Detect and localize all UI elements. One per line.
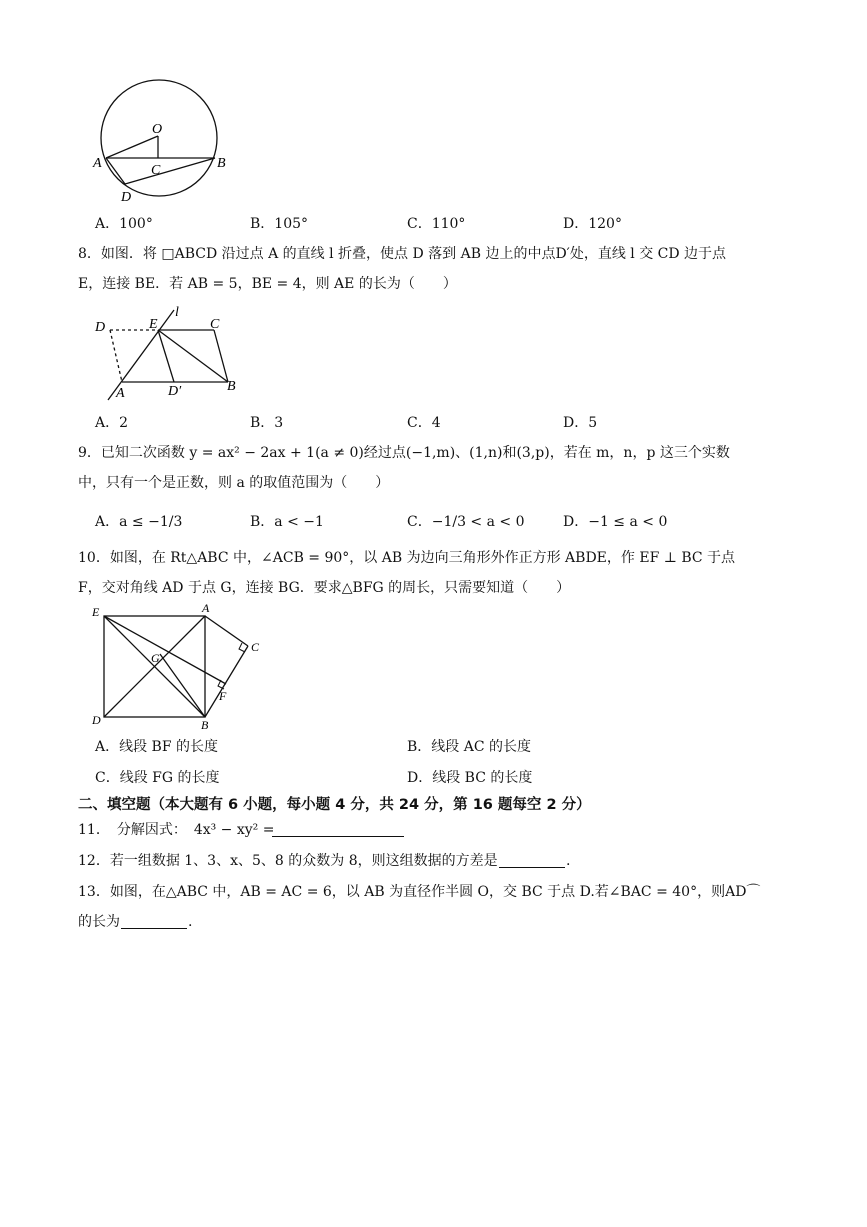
q8-option-c: C．4 [407, 415, 441, 431]
label-d: D [92, 713, 101, 727]
label-e: E [92, 605, 100, 619]
q11-answer-blank[interactable] [272, 822, 404, 837]
square-figure [88, 600, 268, 732]
q9-option-d: D．−1 ≤ a < 0 [563, 514, 668, 530]
q8-line2: E，连接 BE．若 AB = 5，BE = 4，则 AE 的长为（ ） [78, 276, 457, 292]
q7-option-a: A．100° [95, 216, 153, 232]
q9-option-a: A．a ≤ −1/3 [95, 514, 183, 530]
q12-text: 12．若一组数据 1、3、x、5、8 的众数为 8，则这组数据的方差是 [78, 853, 498, 869]
q11-text: 11． 分解因式： 4x³ − xy² = [78, 822, 275, 838]
q8-line1: 8．如图．将 □ABCD 沿过点 A 的直线 l 折叠，使点 D 落到 AB 边上的中点D′处，直线 l 交 CD 边于点 [78, 246, 727, 262]
q10-option-b: B．线段 AC 的长度 [407, 739, 532, 755]
q7-option-b: B．105° [250, 216, 309, 232]
q7-option-c: C．110° [407, 216, 466, 232]
label-d: D [121, 190, 132, 205]
q8-option-d: D．5 [563, 415, 598, 431]
fold-figure [90, 302, 250, 402]
q12-end: . [566, 853, 571, 869]
label-b: B [227, 379, 236, 394]
label-d-prime: D′ [168, 384, 182, 399]
q10-line1: 10．如图，在 Rt△ABC 中，∠ACB = 90°，以 AB 为边向三角形外作正方形 ABDE，作 EF ⊥ BC 于点 [78, 550, 736, 566]
q9-line2: 中，只有一个是正数，则 a 的取值范围为（ ） [78, 475, 390, 491]
label-d: D [95, 320, 106, 335]
label-c: C [210, 317, 220, 332]
q8-option-b: B．3 [250, 415, 284, 431]
q13-answer-blank[interactable] [121, 914, 187, 929]
label-a: A [116, 386, 125, 401]
label-a: A [202, 601, 210, 615]
q12-answer-blank[interactable] [499, 853, 565, 868]
q13-line1: 13．如图，在△ABC 中，AB = AC = 6，以 AB 为直径作半圆 O，交 BC 于点 D.若∠BAC = 40°，则AD⌒ [78, 884, 761, 900]
label-c: C [251, 640, 260, 654]
label-o: O [152, 122, 163, 137]
circle-figure [85, 70, 245, 205]
q13-end: . [188, 914, 193, 930]
q10-line2: F，交对角线 AD 于点 G，连接 BG．要求△BFG 的周长，只需要知道（ ） [78, 580, 571, 596]
label-g: G [151, 651, 160, 665]
label-b: B [201, 718, 209, 732]
q8-option-a: A．2 [95, 415, 129, 431]
label-c: C [151, 163, 161, 178]
label-l: l [175, 305, 179, 320]
q10-option-c: C．线段 FG 的长度 [95, 770, 220, 786]
label-a: A [93, 156, 102, 171]
q10-option-a: A．线段 BF 的长度 [95, 739, 219, 755]
q10-option-d: D．线段 BC 的长度 [407, 770, 533, 786]
q13-line2: 的长为 [78, 914, 120, 930]
q9-option-b: B．a < −1 [250, 514, 324, 530]
label-e: E [149, 317, 158, 332]
q9-option-c: C．−1/3 < a < 0 [407, 514, 525, 530]
label-b: B [217, 156, 226, 171]
q7-option-d: D．120° [563, 216, 622, 232]
section-title: 二、填空题（本大题有 6 小题，每小题 4 分，共 24 分，第 16 题每空 2 分） [78, 797, 591, 813]
label-f: F [219, 689, 227, 703]
q9-line1: 9．已知二次函数 y = ax² − 2ax + 1(a ≠ 0)经过点(−1,m)、(1,n)和(3,p)，若在 m，n，p 这三个实数 [78, 445, 730, 461]
